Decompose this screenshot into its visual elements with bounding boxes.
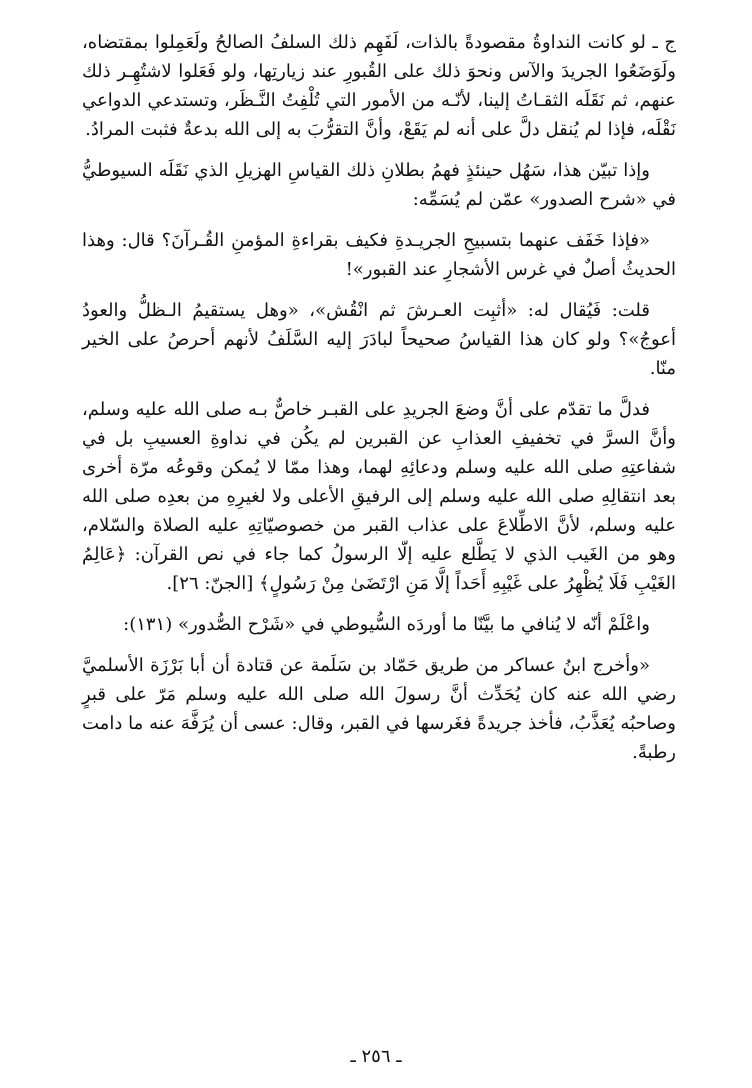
quote-quran-recitation: «فإذا خَفَف عنهما بتسبيحِ الجريـدةِ فكيف بقراءةِ المؤمنِ القُـرآنَ؟ قال: وهذا الحديثُ أصلٌ في غرس الأشجارِ عند القبور»!: [82, 230, 676, 280]
paragraph-conclusion: فدلَّ ما تقدّم على أنَّ وضعَ الجريدِ على القبـر خاصٌّ بـه صلى الله عليه وسلم، وأنَّ السرَّ في تخفيفِ العذابِ عن القبرين لم يكُن في نداوةِ العسيبِ بل في شفاعتِهِ صلى الله عليه وسلم ودعائِهِ لهما، وهذا ممّا لا يُمكن وقوعُه مرّة أخرى بعد انتقالِهِ صلى الله عليه وسلم إلى الرفيقِ الأعلى ولا لغيرِهِ من بعدِه صلى الله عليه وسلم، لأنَّ الاطِّلاعَ على عذاب القبر من خصوصيّاتِهِ عليه الصلاة والسّلام، وهو من الغَيب الذي لا يَطَّلع عليه إلّا الرسولُ كما جاء في نص القرآن: ﴿عَالِمُ الغَيْبِ فَلَا يُظْهِرُ على غَيْبِهِ أَحَداً إلَّا مَنِ ارْتَضَىٰ مِنْ رَسُولٍ﴾ [الجنّ: ٢٦].: [82, 399, 677, 594]
paragraph-reply: قلت: فَيُقال له: «أثبِت العـرشَ ثم انْقُش»، «وهل يستقيمُ الـظلُّ والعودُ أعوجُ»؟ ولو كان هذا القياسُ صحيحاً لبادَرَ إليه السَّلَفُ لأنهم أحرصُ على الخير منّا.: [82, 300, 676, 379]
paragraph-note: واعْلَمْ أنّه لا يُنافي ما بيَّنّا ما أوردَه السُّيوطي في «شَرْح الصُّدور» (١٣١):: [123, 614, 650, 635]
paragraph-c-moisture: ج ـ لو كانت النداوةُ مقصودةً بالذات، لَفَهِم ذلك السلفُ الصالحُ ولَعَمِلوا بمقتضاه، ولَوَضَعُوا الجريدَ والآس ونحوَ ذلك على القُبورِ عند زيارتِها، ولو فَعَلوا لاشتُهِـر ذلك عنهم، ثم نَقَلَه الثقـاتُ إلينا، لأنّـه من الأمور التي تُلْفِتُ النَّـظَر، وتستدعي الدواعي نَقْلَه، فإذا لم يُنقل دلَّ على أنه لم يَقَعْ، وأنَّ التقرُّبَ به إلى الله بدعةٌ فثبت المرادُ.: [82, 32, 676, 140]
paragraph-suyuti-analogy: وإذا تبيّن هذا، سَهُل حينئذٍ فهمُ بطلانِ ذلك القياسِ الهزيلِ الذي نَقَلَه السيوطيُّ في «شرح الصدور» عمّن لم يُسَمِّه:: [82, 160, 676, 210]
page-number: ـ ٢٥٦ ـ: [350, 1046, 402, 1067]
quote-ibn-asakir: «وأخرج ابنُ عساكر من طريق حَمّاد بن سَلَمة عن قتادة أن أبا بَرْزَة الأسلميَّ رضي الله عنه كان يُحَدِّث أنَّ رسولَ الله صلى الله عليه وسلم مَرّ على قبرٍ وصاحبُه يُعَذَّبُ، فأخذ جريدةً فغَرسها في القبر، وقال: عسى أن يُرَفَّهَ عنه ما دامت رطبةً.: [82, 655, 676, 763]
page-body: [82, 28, 676, 779]
